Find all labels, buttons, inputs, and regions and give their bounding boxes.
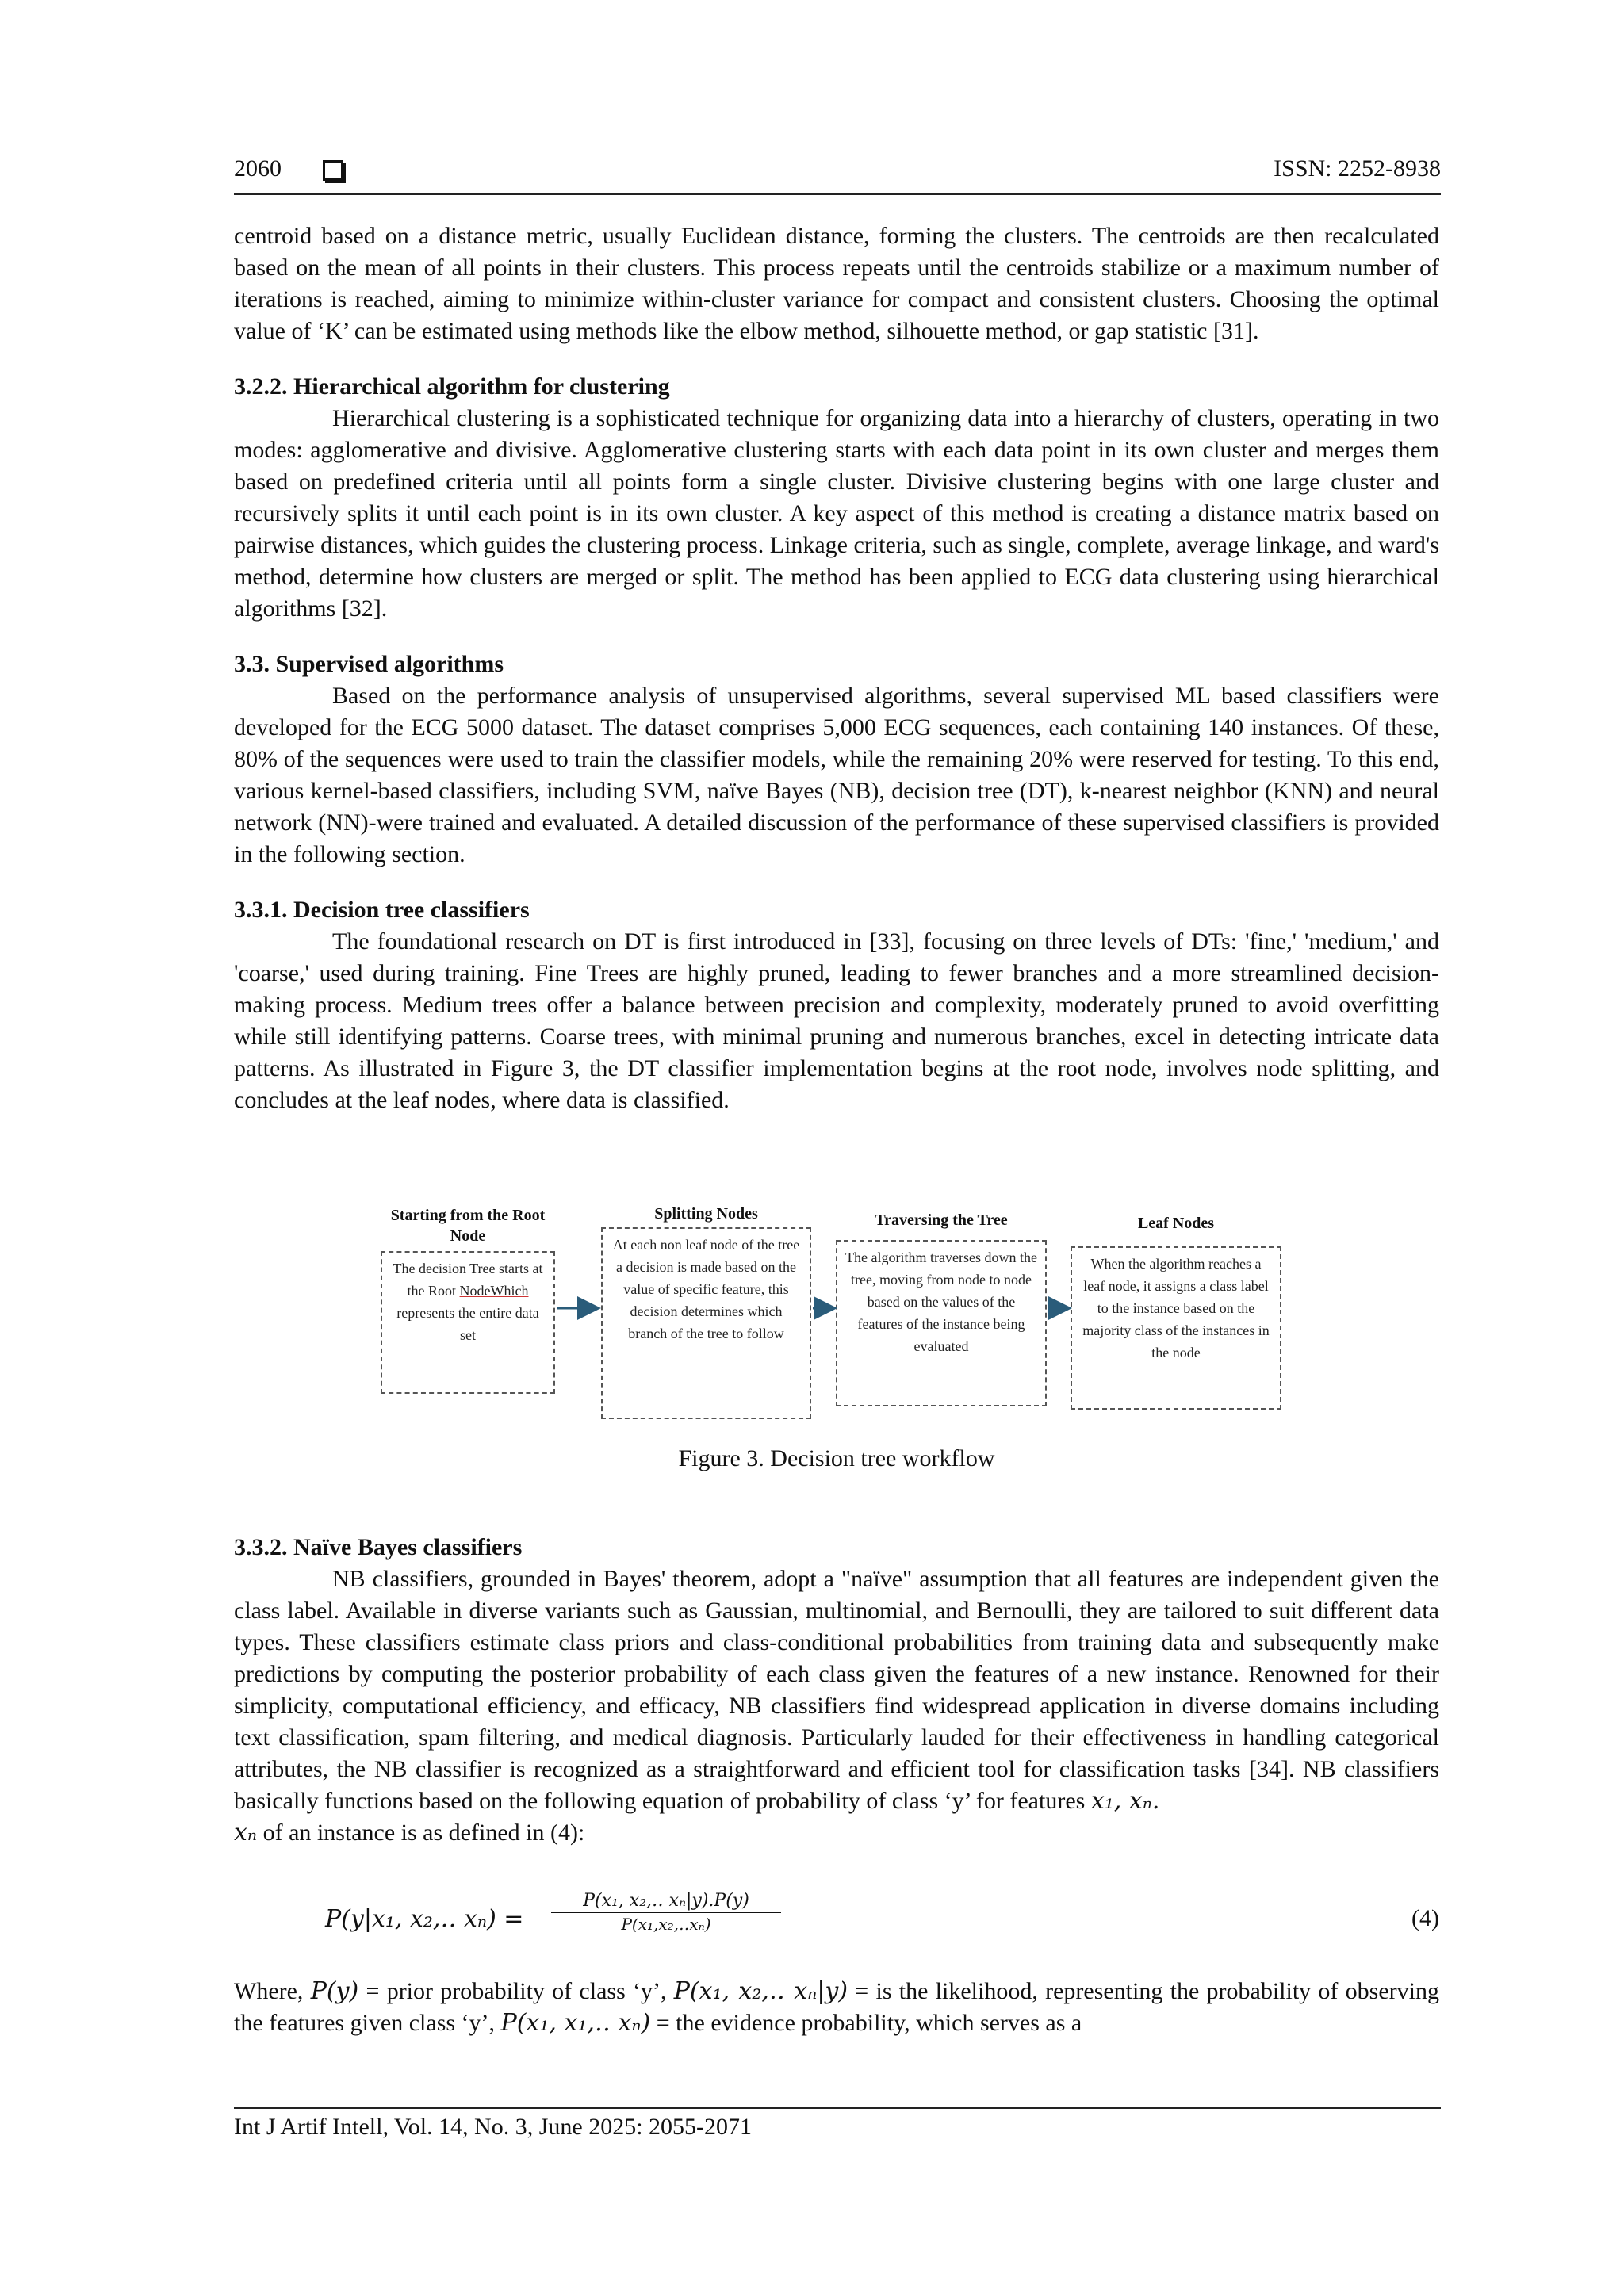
heading-3-3-2: 3.3.2. Naïve Bayes classifiers [234,1534,523,1560]
step-traversing-title: Traversing the Tree [875,1211,1008,1229]
figure-decision-tree-workflow [381,1197,1285,1451]
paragraph-hierarchical: Hierarchical clustering is a sophisticated technique for organizing data into a hierarchy of clusters, operating in two modes: agglomerative and divisive. Agglomerative clustering starts with each data point in its own cluster and merges them based on predefined criteria until all points form a single cluster. Divisive clustering begins with one large cluster and recursively splits it until each point is in its own cluster. A key aspect of this method is creating a distance matrix based on pairwise distances, which guides the clustering process. Linkage criteria, such as single, complete, average linkage, and ward's method, determine how clusters are merged or split. The method has been applied to ECG data clustering using hierarchical algorithms [32]. [234,405,1439,622]
paragraph-decision-tree: The foundational research on DT is first introduced in [33], focusing on three levels of DTs: 'fine,' 'medium,' and 'coarse,' used during training. Fine Trees are highly pruned, leading to fewer branches and a more streamlined decision-making process. Medium trees offer a balance between precision and complexity, moderately pruned to avoid overfitting while still identifying patterns. Coarse trees, with minimal pruning and numerous branches, excel in detecting intricate data patterns. As illustrated in Figure 3, the DT classifier implementation begins at the root node, involves node splitting, and concludes at the leaf nodes, where data is classified. [234,928,1439,1113]
where-math-3: P(x₁, x₁,‥ xₙ) [500,2009,651,2037]
step-root-box [381,1251,555,1394]
text-block-where [234,1976,1439,2039]
step-traversing [836,1197,1047,1406]
equation-lhs: P(y|x₁, x₂,‥ xₙ) = [325,1905,524,1933]
step-leaf-box: When the algorithm reaches a leaf node, it assigns a class label to the instance based on the majority class of the instances in the node [1071,1246,1281,1410]
where-math-1: P(y) [310,1977,359,2005]
where-math-2: P(x₁, x₂,‥ xₙ|y) [673,1977,848,2005]
step-leaf [1071,1197,1281,1410]
math-features: x₁, xₙ. [1090,1787,1160,1815]
step-root-text-b: represents the entire data set [396,1305,539,1343]
page-header [234,152,1441,195]
step-root-text-a: The decision Tree starts at the Root [393,1261,543,1299]
where-text-2: = prior probability of class ‘y’, [358,1978,674,2004]
equation-numerator: P(x₁, x₂,‥ xₙ|y).P(y) [551,1891,781,1913]
heading-3-2-2: 3.2.2. Hierarchical algorithm for clustering [234,373,670,400]
step-splitting-box: At each non leaf node of the tree a decision is made based on the value of specific feature, this decision determines which branch of the tree to follow [601,1227,811,1419]
equation-denominator: P(x₁,x₂,‥xₙ) [621,1915,711,1934]
figure-caption: Figure 3. Decision tree workflow [678,1445,995,1471]
step-splitting [601,1197,811,1419]
where-text-4: = the evidence probability, which serves as a [650,2010,1082,2036]
paragraph-naive-bayes [234,1563,1439,1849]
step-root-title: Starting from the Root Node [390,1207,546,1245]
paragraph-supervised: Based on the performance analysis of unsupervised algorithms, several supervised ML based classifiers were developed for the ECG 5000 dataset. The dataset comprises 5,000 ECG sequences, each containing 140 instances. Of these, 80% of the sequences were used to train the classifier models, while the remaining 20% were reserved for testing. To this end, various kernel-based classifiers, including SVM, naïve Bayes (NB), decision tree (DT), k-nearest neighbor (KNN) and neural network (NN)-were trained and evaluated. A detailed discussion of the performance of these supervised classifiers is provided in the following section. [234,683,1439,867]
where-text-1: Where, [234,1978,311,2004]
step-traversing-box: The algorithm traverses down the tree, moving from node to node based on the values of the features of the instance being evaluated [836,1240,1047,1406]
paragraph-naive-bayes-text: NB classifiers, grounded in Bayes' theorem, adopt a "naïve" assumption that all features are independent given the class label. Available in diverse variants such as Gaussian, multinomial, and Bernoulli, they are tailored to suit different data types. These classifiers estimate class priors and class-conditional probabilities from training data and subsequently make predictions by computing the posterior probability of each class given the features of a new instance. Renowned for their simplicity, computational efficiency, and efficacy, NB classifiers find widespread application in diverse domains including text classification, spam filtering, and medical diagnosis. Particularly lauded for their effectiveness in handling categorical attributes, the NB classifier is recognized as a straightforward and efficient tool for classification tasks [34]. NB classifiers basically functions based on the following equation of probability of class ‘y’ for features [234,1566,1439,1814]
step-root [381,1197,555,1394]
heading-3-3-1: 3.3.1. Decision tree classifiers [234,897,530,923]
equation-number: (4) [1411,1905,1439,1931]
heading-3-3: 3.3. Supervised algorithms [234,651,504,677]
paragraph-intro: centroid based on a distance metric, usually Euclidean distance, forming the clusters. The centroids are then recalculated based on the mean of all points in their clusters. This process repeats until the centroids stabilize or a maximum number of iterations is reached, aiming to minimize within-cluster variance for compact and consistent clusters. Choosing the optimal value of ‘K’ can be estimated using methods like the elbow method, silhouette method, or gap statistic [31]. [234,223,1439,344]
step-root-text-underlined: NodeWhich [459,1283,529,1299]
issn: ISSN: 2252-8938 [1274,155,1441,182]
text-block-top [234,220,1439,1116]
step-leaf-title: Leaf Nodes [1137,1215,1215,1232]
paragraph-where [234,1976,1439,2039]
text-block-bottom [234,1532,1439,1849]
where-text-3: = is the likelihood, representing the probability of observing the features given class ‘y’, [234,1978,1440,2036]
paragraph-naive-bayes-end: of an instance is as defined in (4): [257,1820,585,1846]
checkbox-glyph-icon [323,160,343,181]
step-splitting-title: Splitting Nodes [654,1205,758,1223]
equation-fraction [551,1891,781,1934]
page-number: 2060 [234,155,282,182]
page-footer: Int J Artif Intell, Vol. 14, No. 3, June 2025: 2055-2071 [234,2107,1441,2141]
math-xn: xₙ [234,1819,258,1846]
equation-4 [325,1891,1439,1954]
